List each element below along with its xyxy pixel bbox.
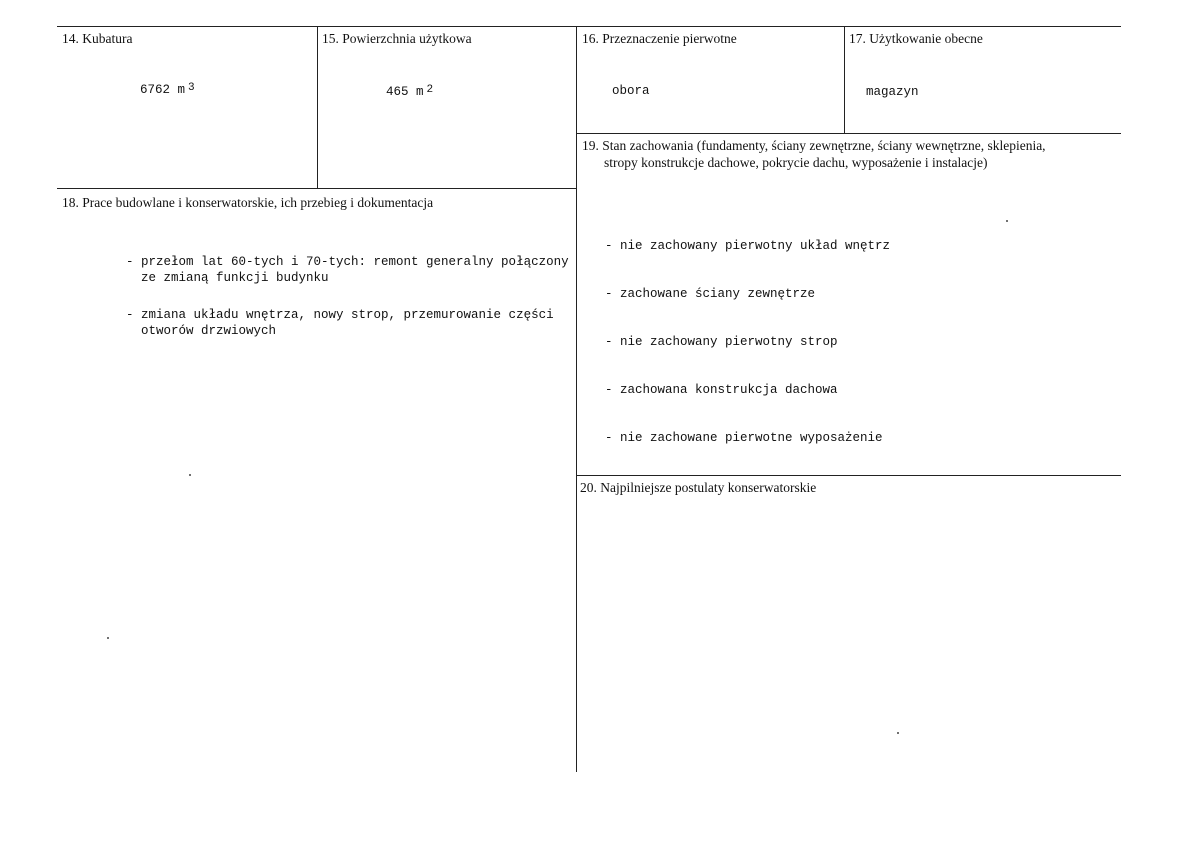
field-20-label: 20. Najpilniejsze postulaty konserwatorskie <box>580 480 817 495</box>
scan-speck <box>897 732 899 734</box>
list-item: - nie zachowane pierwotne wyposażenie <box>605 431 883 445</box>
divider-16-17 <box>844 26 845 133</box>
field-15-number: 465 m <box>386 85 424 99</box>
scan-speck <box>107 637 109 639</box>
divider-left-right <box>576 26 577 772</box>
divider-14-15 <box>317 26 318 188</box>
field-15-label: 15. Powierzchnia użytkowa <box>322 31 472 46</box>
field-18-entry <box>126 254 569 286</box>
field-15-exponent: 2 <box>426 84 434 96</box>
list-item: - zachowane ściany zewnętrze <box>605 287 816 301</box>
field-17-label: 17. Użytkowanie obecne <box>849 31 983 46</box>
field-18-entry-2-line-2: otworów drzwiowych <box>126 324 277 338</box>
divider-row-14-18 <box>57 188 577 189</box>
list-item: - nie zachowany pierwotny układ wnętrz <box>605 239 891 253</box>
field-17-value: magazyn <box>866 85 919 99</box>
field-16-value: obora <box>612 84 650 98</box>
field-18-entry-2-line-1: - zmiana układu wnętrza, nowy strop, przemurowanie części <box>126 308 554 322</box>
scan-speck <box>189 474 191 476</box>
field-18-entry-1-line-1: - przełom lat 60-tych i 70-tych: remont generalny połączony <box>126 255 569 269</box>
field-14-number: 6762 m <box>140 83 186 97</box>
field-14-label: 14. Kubatura <box>62 31 133 46</box>
field-19-list <box>605 206 890 478</box>
field-18-entry-1-line-2: ze zmianą funkcji budynku <box>126 271 329 285</box>
field-15-value <box>386 84 433 101</box>
field-14-exponent: 3 <box>188 82 195 94</box>
scan-speck <box>1006 220 1008 222</box>
field-19-label-line-1: 19. Stan zachowania (fundamenty, ściany zewnętrzne, ściany wewnętrzne, sklepienia, <box>582 138 1046 153</box>
field-18-entry <box>126 307 554 339</box>
field-16-label: 16. Przeznaczenie pierwotne <box>582 31 737 46</box>
field-14-value <box>140 82 195 99</box>
list-item: - nie zachowany pierwotny strop <box>605 335 838 349</box>
top-border <box>57 26 1121 27</box>
field-19-label-line-2: stropy konstrukcje dachowe, pokrycie dachu, wyposażenie i instalacje) <box>604 155 988 170</box>
list-item: - zachowana konstrukcja dachowa <box>605 383 838 397</box>
field-18-label: 18. Prace budowlane i konserwatorskie, ich przebieg i dokumentacja <box>62 195 434 210</box>
divider-row-16-19 <box>577 133 1121 134</box>
